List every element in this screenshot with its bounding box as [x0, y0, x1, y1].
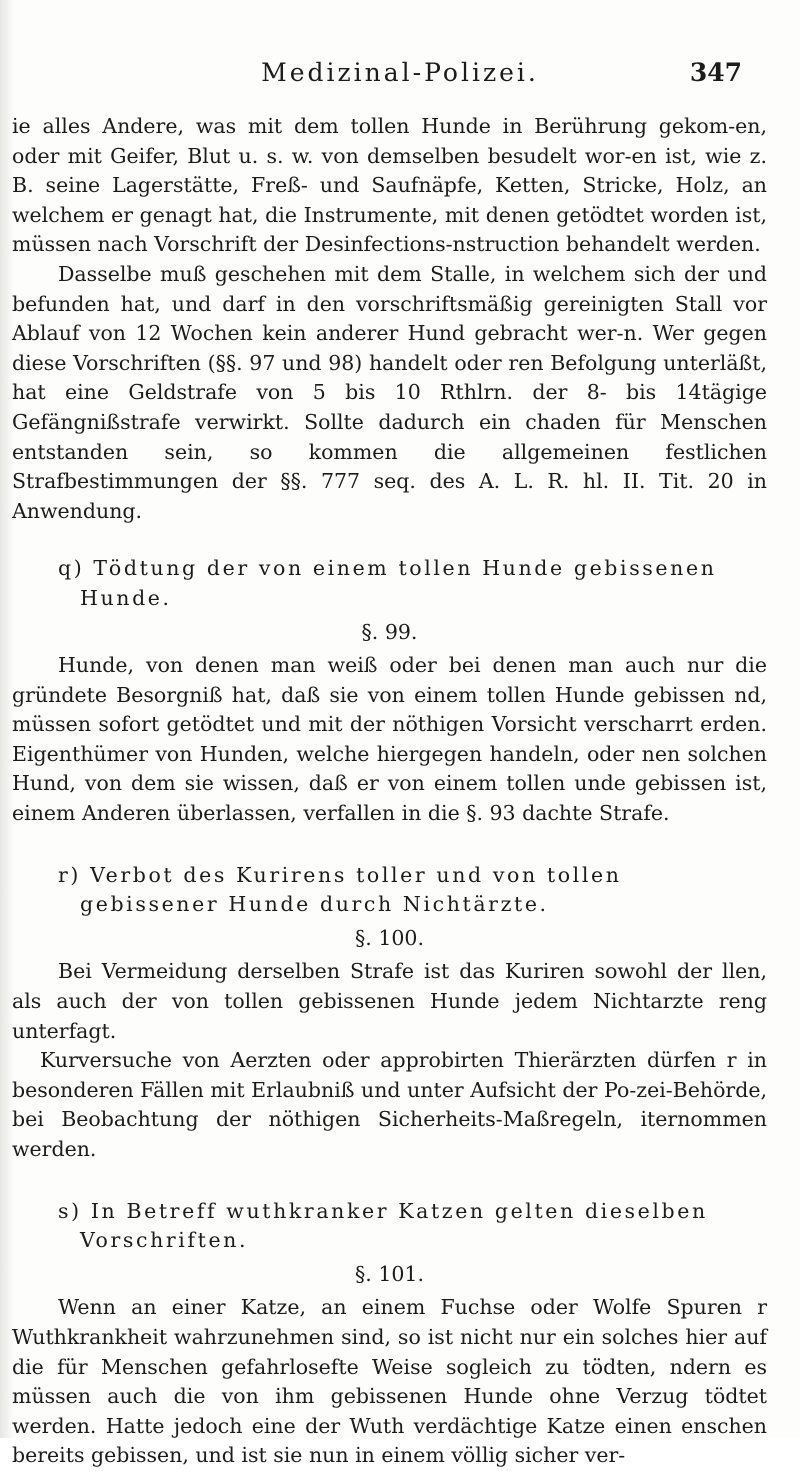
section-r-heading: r) Verbot des Kurirens toller und von tollen gebissener Hunde durch Nichtärzte.	[58, 862, 622, 917]
running-title: Medizinal-Polizei.	[261, 58, 539, 87]
section-s-text: Wenn an einer Katze, an einem Fuchse oder Wolfe Spuren r Wuthkrankheit wahrzunehmen sind, so ist nicht nur ein solches hier auf die für Menschen gefahrlosefte Weise sogleich zu tödten, ndern es müssen auch die von ihm gebissenen Hunde ohne Verzug tödtet werden. Hatte jedoch eine der Wuth verdächtige Katze einen enschen bereits gebissen, und ist sie nun in einem völlig sicher ver-	[12, 1295, 767, 1468]
page-header	[0, 58, 800, 98]
section-q-heading: q) Tödtung der von einem tollen Hunde gebissenen Hunde.	[58, 556, 717, 610]
section-q-text: Hunde, von denen man weiß oder bei denen man auch nur die gründete Besorgniß hat, daß sie von einem tollen Hunde gebissen nd, müssen sofort getödtet und mit der nöthigen Vorsicht verscharrt erden. Eigenthümer von Hunden, welche hiergegen handeln, oder nen solchen Hund, von dem sie wissen, daß er von einem tollen unde gebissen ist, einem Anderen überlassen, verfallen in die §. 93 dachte Strafe.	[12, 653, 767, 826]
section-r-paragraph-number: §. 100.	[355, 925, 424, 950]
section-r-paragraph-1: Bei Vermeidung derselben Strafe ist das Kuriren sowohl der llen, als auch der von tollen gebissenen Hunde jedem Nichtarzte reng unterfagt.	[12, 959, 767, 1043]
body-text	[12, 112, 767, 1471]
intro-paragraph-2: Dasselbe muß geschehen mit dem Stalle, in welchem sich der und befunden hat, und darf in den vorschriftsmäßig gereinigten Stall vor Ablauf von 12 Wochen kein anderer Hund gebracht wer-n. Wer gegen diese Vorschriften (§§. 97 und 98) handelt oder ren Befolgung unterläßt, hat eine Geldstrafe von 5 bis 10 Rthlrn. der 8- bis 14tägige Gefängnißstrafe verwirkt. Sollte dadurch ein chaden für Menschen entstanden sein, so kommen die allgemeinen festlichen Strafbestimmungen der §§. 777 seq. des A. L. R. hl. II. Tit. 20 in Anwendung.	[12, 261, 767, 523]
section-q-paragraph-number: §. 99.	[361, 619, 418, 644]
section-s-paragraph-number: §. 101.	[355, 1261, 424, 1286]
intro-paragraph-1: ie alles Andere, was mit dem tollen Hunde in Berührung gekom-en, oder mit Geifer, Blut u. s. w. von demselben besudelt wor-en ist, wie z. B. seine Lagerstätte, Freß- und Saufnäpfe, Ketten, Stricke, Holz, an welchem er genagt hat, die Instrumente, mit denen getödtet worden ist, müssen nach Vorschrift der Desinfections-nstruction behandelt werden.	[12, 114, 767, 257]
section-r-paragraph-2: Kurversuche von Aerzten oder approbirten Thierärzten dürfen r in besonderen Fällen mit Erlaubniß und unter Aufsicht der Po-zei-Behörde, bei Beobachtung der nöthigen Sicherheits-Maßregeln, iternommen werden.	[12, 1048, 767, 1161]
page-number: 347	[689, 58, 742, 87]
section-s-heading: s) In Betreff wuthkranker Katzen gelten dieselben Vorschriften.	[58, 1198, 708, 1253]
